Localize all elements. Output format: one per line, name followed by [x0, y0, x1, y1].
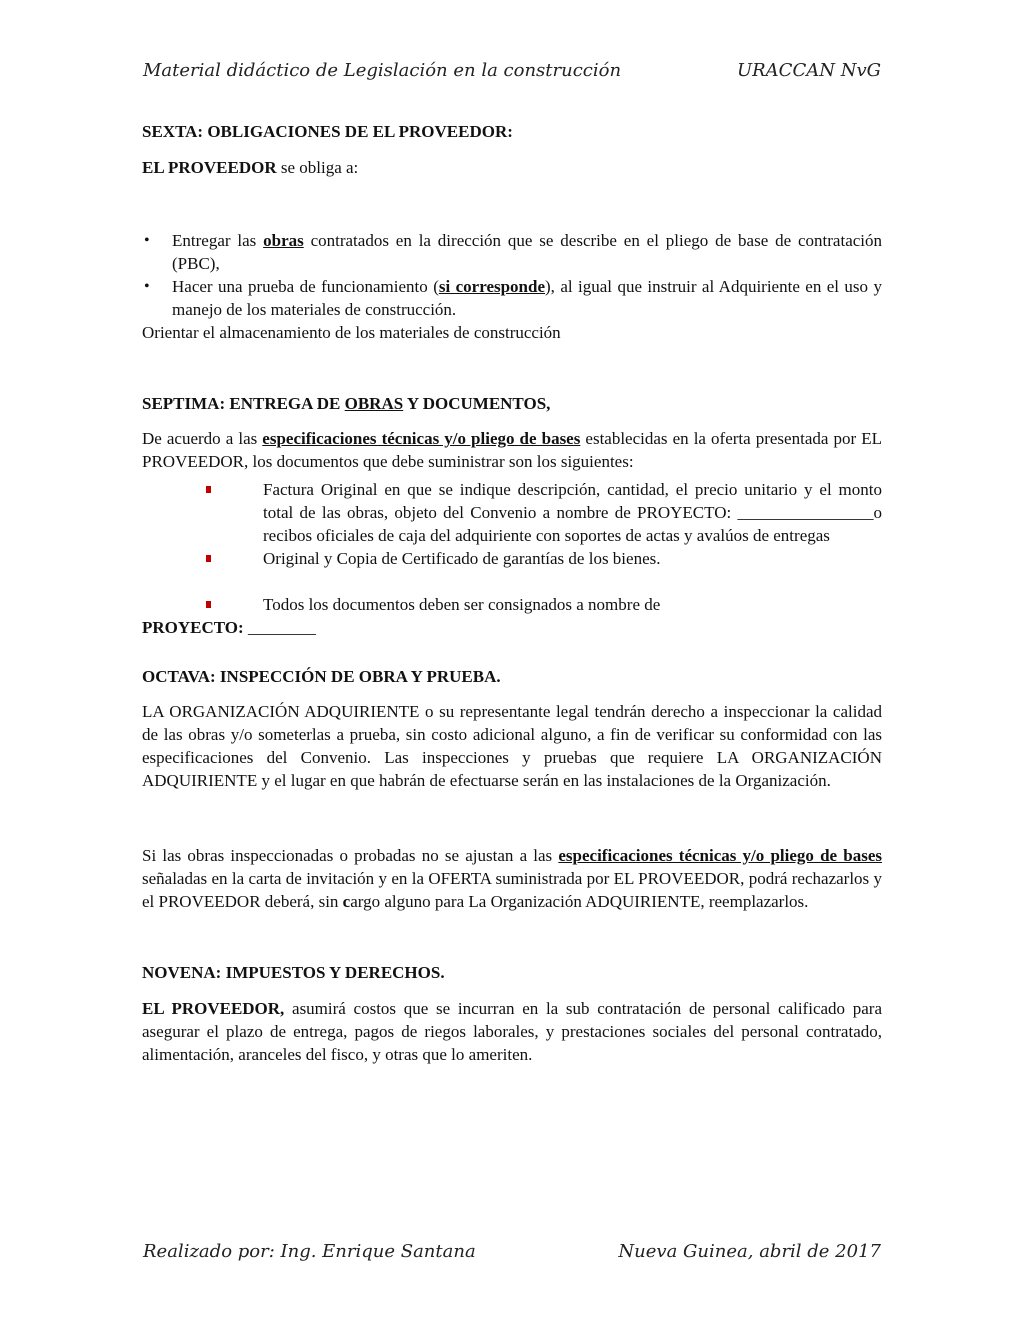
list-item: Todos los documentos deben ser consignados a nombre de — [142, 593, 882, 616]
septima-paragraph: De acuerdo a las especificaciones técnicas y/o pliego de bases establecidas en la oferta presentada por EL PROVEEDOR, los documentos que debe suministrar son los siguientes: — [142, 429, 882, 471]
sexta-obligations-list — [142, 229, 882, 321]
section-septima-title: SEPTIMA: ENTREGA DE OBRAS Y DOCUMENTOS, — [142, 394, 551, 413]
page-header — [143, 60, 881, 81]
list-item: • Hacer una prueba de funcionamiento (si corresponde), al igual que instruir al Adquiriente en el uso y manejo de los materiales de construcción. — [142, 275, 882, 321]
footer-author: Realizado por: Ing. Enrique Santana — [143, 1241, 476, 1262]
header-institution: URACCAN NvG — [736, 60, 881, 81]
novena-paragraph: EL PROVEEDOR, asumirá costos que se incurran en la sub contratación de personal calificado para asegurar el plazo de entrega, pagos de riegos laborales, y prestaciones sociales del personal contratado, alimentación, aranceles del fisco, y otras que lo ameriten. — [142, 999, 882, 1064]
section-sexta-title: SEXTA: OBLIGACIONES DE EL PROVEEDOR: — [142, 122, 513, 141]
list-item: • Entregar las obras contratados en la dirección que se describe en el pliego de base de contratación (PBC), — [142, 229, 882, 275]
header-title: Material didáctico de Legislación en la construcción — [143, 60, 622, 81]
page-footer — [143, 1241, 881, 1262]
septima-documents-list — [142, 478, 882, 616]
bullet-marker — [206, 601, 211, 608]
list-item: Original y Copia de Certificado de garantías de los bienes. — [142, 547, 882, 570]
document-body — [142, 120, 882, 1066]
octava-paragraph-1: LA ORGANIZACIÓN ADQUIRIENTE o su representante legal tendrán derecho a inspeccionar la calidad de las obras y/o someterlas a prueba, sin costo adicional alguno, a fin de verificar su conformidad con las especificaciones del Convenio. Las inspecciones y pruebas que requiere LA ORGANIZACIÓN ADQUIRIENTE y el lugar en que habrán de efectuarse serán en las instalaciones de la Organización. — [142, 702, 882, 790]
octava-paragraph-2: Si las obras inspeccionadas o probadas no se ajustan a las especificaciones técnicas y/o pliego de bases señaladas en la carta de invitación y en la OFERTA suministrada por EL PROVEEDOR, podrá rechazarlos y el PROVEEDOR deberá, sin cargo alguno para La Organización ADQUIRIENTE, reemplazarlos. — [142, 846, 882, 911]
section-novena-title: NOVENA: IMPUESTOS Y DERECHOS. — [142, 963, 445, 982]
sexta-intro: EL PROVEEDOR se obliga a: — [142, 158, 359, 177]
section-octava-title: OCTAVA: INSPECCIÓN DE OBRA Y PRUEBA. — [142, 667, 501, 686]
septima-proyecto-line: PROYECTO: ________ — [142, 618, 316, 637]
bullet-marker — [206, 555, 211, 562]
list-item: Factura Original en que se indique descripción, cantidad, el precio unitario y el monto total de las obras, objeto del Convenio a nombre de PROYECTO: ________________o recibos oficiales de caja del adquiriente con soportes de actas y avalúos de entregas — [142, 478, 882, 547]
bullet-marker — [206, 486, 211, 493]
sexta-closing: Orientar el almacenamiento de los materiales de construcción — [142, 323, 561, 342]
footer-place-date: Nueva Guinea, abril de 2017 — [618, 1241, 881, 1262]
